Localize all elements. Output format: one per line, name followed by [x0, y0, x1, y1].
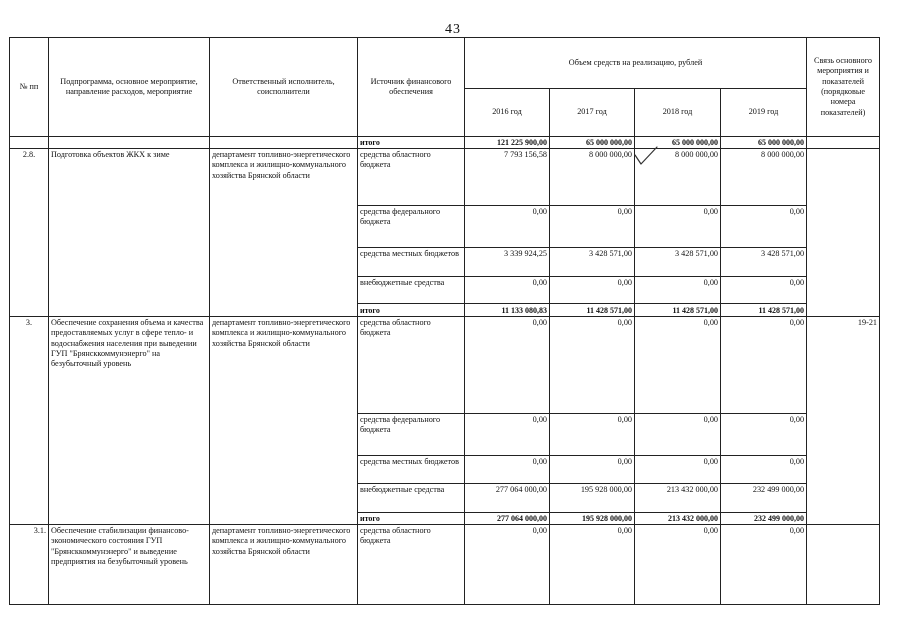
- item-executor: департамент топливно-энергетического комплекса и жилищно-коммунального хозяйства Брянской области: [210, 525, 358, 605]
- table-row: [10, 137, 880, 149]
- value-cell: 232 499 000,00: [721, 513, 807, 525]
- value-cell: 195 928 000,00: [550, 513, 635, 525]
- header-name: Подпрограмма, основное мероприятие, направление расходов, мероприятие: [49, 38, 210, 137]
- value-cell: 277 064 000,00: [465, 513, 550, 525]
- value-cell: 0,00: [721, 456, 807, 484]
- value-cell: 11 428 571,00: [635, 304, 721, 317]
- value-cell: 0,00: [635, 317, 721, 414]
- value-cell: 8 000 000,00: [721, 149, 807, 206]
- item-name: Обеспечение стабилизации финансово- экономического состояния ГУП "Брянсккоммунэнерго" и выведение предприятия на безубыточный уровень: [49, 525, 210, 605]
- value-cell: 121 225 900,00: [465, 137, 550, 149]
- value-cell: 65 000 000,00: [721, 137, 807, 149]
- value-cell: 0,00: [635, 414, 721, 456]
- source-cell: средства областного бюджета: [358, 149, 465, 206]
- value-cell: 0,00: [550, 456, 635, 484]
- source-cell: итого: [358, 137, 465, 149]
- value-cell: 3 428 571,00: [635, 248, 721, 277]
- value-cell: 0,00: [465, 525, 550, 605]
- value-cell: 11 133 080,83: [465, 304, 550, 317]
- item-number: 3.1.: [10, 525, 49, 605]
- value-cell: 232 499 000,00: [721, 484, 807, 513]
- item-number: 3.: [10, 317, 49, 525]
- header-relation: Связь основного мероприятия и показателей (порядковые номера показателей): [807, 38, 880, 137]
- table-row: [10, 317, 880, 414]
- value-cell: 0,00: [550, 317, 635, 414]
- source-cell: итого: [358, 513, 465, 525]
- budget-table: [9, 37, 880, 605]
- value-cell: 0,00: [721, 277, 807, 304]
- source-cell: внебюджетные средства: [358, 484, 465, 513]
- relation-cell: 19-21: [807, 317, 880, 525]
- value-cell: 0,00: [721, 317, 807, 414]
- header-source: Источник финансового обеспечения: [358, 38, 465, 137]
- value-cell: 8 000 000,00: [550, 149, 635, 206]
- header-num: № пп: [10, 38, 49, 137]
- value-cell: 0,00: [635, 525, 721, 605]
- value-cell: 0,00: [721, 206, 807, 248]
- header-executor: Ответственный исполнитель, соисполнители: [210, 38, 358, 137]
- handwritten-check-mark-icon: [633, 145, 659, 167]
- value-cell: 0,00: [550, 525, 635, 605]
- value-cell: 0,00: [465, 414, 550, 456]
- value-cell: 0,00: [465, 206, 550, 248]
- value-cell: 0,00: [635, 206, 721, 248]
- value-cell: 0,00: [635, 277, 721, 304]
- header-year-2019: 2019 год: [721, 89, 807, 137]
- value-cell: 213 432 000,00: [635, 484, 721, 513]
- item-name: Подготовка объектов ЖКХ к зиме: [49, 149, 210, 317]
- value-cell: 0,00: [550, 277, 635, 304]
- value-cell: 277 064 000,00: [465, 484, 550, 513]
- value-cell: 3 428 571,00: [550, 248, 635, 277]
- empty-cell: [210, 137, 358, 149]
- header-year-2017: 2017 год: [550, 89, 635, 137]
- header-volume: Объем средств на реализацию, рублей: [465, 38, 807, 89]
- value-cell: 7 793 156,58: [465, 149, 550, 206]
- value-cell: 3 428 571,00: [721, 248, 807, 277]
- value-cell: 213 432 000,00: [635, 513, 721, 525]
- value-cell: 3 339 924,25: [465, 248, 550, 277]
- empty-cell: [10, 137, 49, 149]
- value-cell: 65 000 000,00: [550, 137, 635, 149]
- value-cell: 11 428 571,00: [550, 304, 635, 317]
- table-row: [10, 149, 880, 206]
- value-cell: 65 000 000,00: [635, 137, 721, 149]
- source-cell: внебюджетные средства: [358, 277, 465, 304]
- header-year-2016: 2016 год: [465, 89, 550, 137]
- item-executor: департамент топливно-энергетического комплекса и жилищно-коммунального хозяйства Брянской области: [210, 317, 358, 525]
- item-name: Обеспечение сохранения объема и качества предоставляемых услуг в сфере тепло- и водоснабжения населения при выведении ГУП "Брянсккоммунэнерго" на безубыточный уровень: [49, 317, 210, 525]
- value-cell: 0,00: [465, 456, 550, 484]
- value-cell: 0,00: [635, 456, 721, 484]
- item-number: 2.8.: [10, 149, 49, 317]
- item-executor: департамент топливно-энергетического комплекса и жилищно-коммунального хозяйства Брянской области: [210, 149, 358, 317]
- page-number: 43: [445, 22, 461, 37]
- header-year-2018: 2018 год: [635, 89, 721, 137]
- value-cell: 0,00: [465, 317, 550, 414]
- value-cell: 11 428 571,00: [721, 304, 807, 317]
- value-cell: 8 000 000,00: [635, 149, 721, 206]
- value-cell: 0,00: [550, 414, 635, 456]
- value-cell: 0,00: [550, 206, 635, 248]
- source-cell: средства областного бюджета: [358, 317, 465, 414]
- value-cell: 195 928 000,00: [550, 484, 635, 513]
- table-row: [10, 525, 880, 605]
- source-cell: итого: [358, 304, 465, 317]
- empty-cell: [49, 137, 210, 149]
- relation-cell: [807, 525, 880, 605]
- source-cell: средства федерального бюджета: [358, 206, 465, 248]
- empty-cell: [807, 137, 880, 149]
- source-cell: средства областного бюджета: [358, 525, 465, 605]
- value-cell: 0,00: [721, 525, 807, 605]
- relation-cell: [807, 149, 880, 317]
- source-cell: средства местных бюджетов: [358, 456, 465, 484]
- value-cell: 0,00: [721, 414, 807, 456]
- source-cell: средства федерального бюджета: [358, 414, 465, 456]
- value-cell: 0,00: [465, 277, 550, 304]
- source-cell: средства местных бюджетов: [358, 248, 465, 277]
